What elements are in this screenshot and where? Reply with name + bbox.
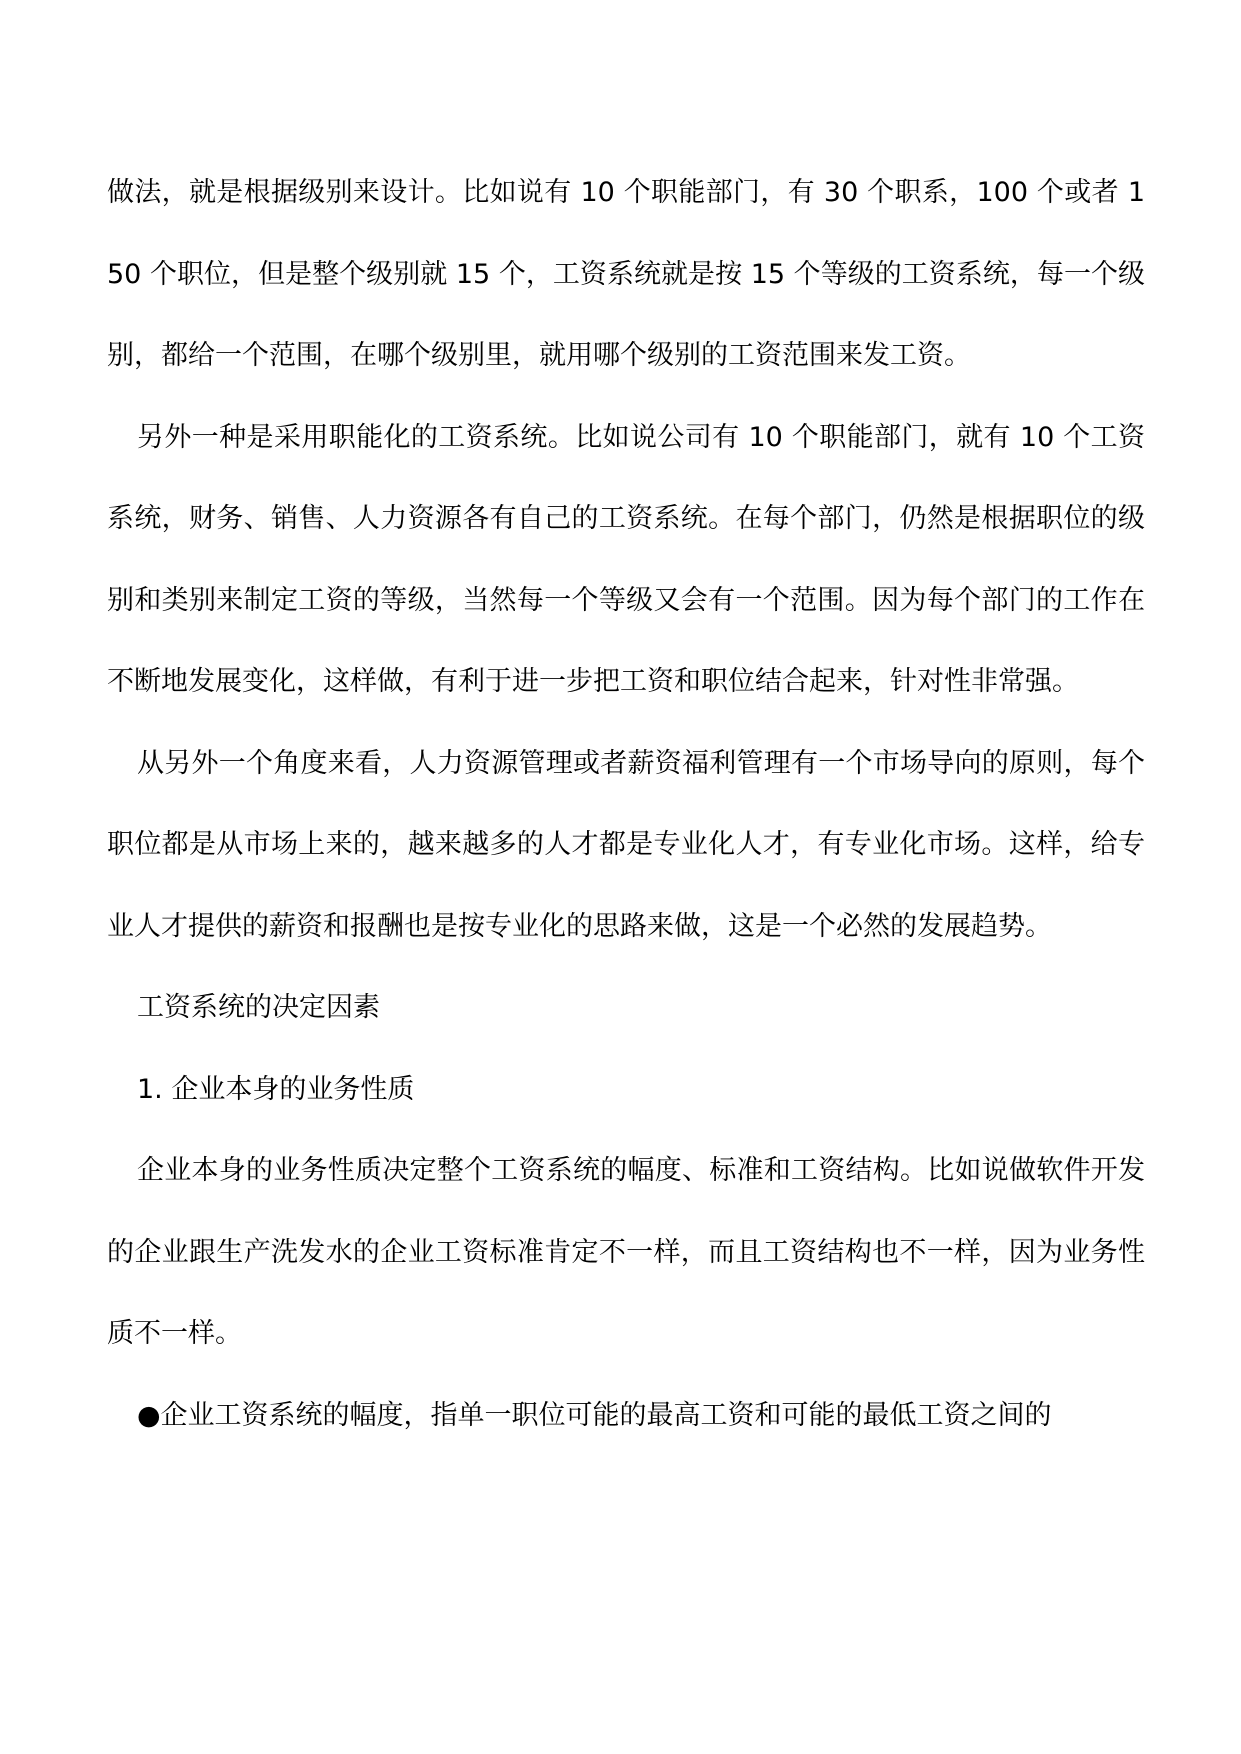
paragraph-market-orientation: 从另外一个角度来看，人力资源管理或者薪资福利管理有一个市场导向的原则，每个职位都是从市场上来的，越来越多的人才都是专业化人才，有专业化市场。这样，给专业人才提供的薪资和报酬也是按专业化的思路来做，这是一个必然的发展趋势。 xyxy=(107,747,1145,942)
section-heading-salary-factors: 工资系统的决定因素 xyxy=(137,992,380,1023)
paragraph-functional-salary: 另外一种是采用职能化的工资系统。比如说公司有 10 个职能部门，就有 10 个工资系统，财务、销售、人力资源各有自己的工资系统。在每个部门，仍然是根据职位的级别和类别来制定工资的等级，当然每一个等级又会有一个范围。因为每个部门的工作在不断地发展变化，这样做，有利于进一步把工资和职位结合起来，针对性非常强。 xyxy=(107,421,1145,697)
paragraph-level-based-salary: 做法，就是根据级别来设计。比如说有 10 个职能部门，有 30 个职系，100 个或者 150 个职位，但是整个级别就 15 个，工资系统就是按 15 个等级的工资系统，每一个级别，都给一个范围，在哪个级别里，就用哪个级别的工资范围来发工资。 xyxy=(107,177,1145,371)
paragraph-business-nature: 企业本身的业务性质决定整个工资系统的幅度、标准和工资结构。比如说做软件开发的企业跟生产洗发水的企业工资标准肯定不一样，而且工资结构也不一样，因为业务性质不一样。 xyxy=(107,1155,1145,1349)
subheading-business-nature: 1. 企业本身的业务性质 xyxy=(137,1073,415,1105)
document-page xyxy=(107,152,1145,1456)
bullet-paragraph-salary-range: ●企业工资系统的幅度，指单一职位可能的最高工资和可能的最低工资之间的 xyxy=(137,1399,1052,1431)
